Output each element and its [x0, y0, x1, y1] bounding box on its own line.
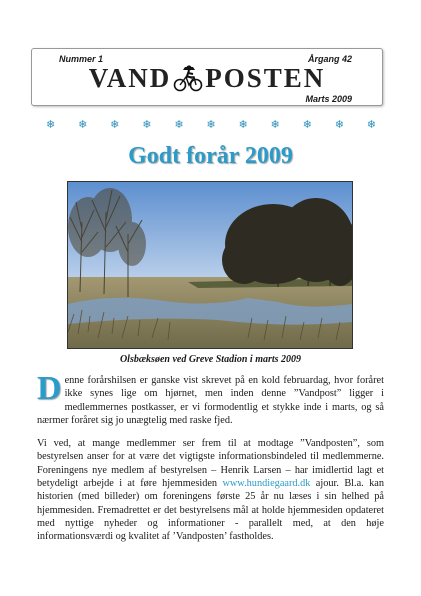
snowflake-icon: ❄	[302, 118, 312, 131]
paragraph-2-end: ajour. Bl.a. kan historien (med billeder) om foreningens første 25 år nu læses i sin helhed på hjemmesiden. Fremadrettet er det bestyrelsens mål at holde hjemmesiden opdateret med nyttige nyheder og informationer - parallelt med, at den høje informationsværdi og kvalitet af ’Vandposten’ fastholdes.	[37, 478, 384, 543]
snowflake-row	[46, 118, 376, 132]
snowflake-icon: ❄	[46, 118, 56, 131]
issue-number: Nummer 1	[59, 54, 104, 64]
drop-cap: D	[37, 370, 62, 407]
snowflake-icon: ❄	[238, 118, 248, 131]
paragraph-1	[37, 370, 384, 427]
snowflake-icon: ❄	[110, 118, 120, 131]
paragraph-1-text: enne forårshilsen er ganske vist skrevet på en kold februardag, hvor foråret ikke synes lige om hjørnet, men inden denne ”Vandpost” ligger i medlemmernes postkasser, er vi formodentlig et stykke inde i marts, og så nærmer foråret sig jo unægtelig med raske fjed.	[37, 375, 384, 426]
title-right: POSTEN	[205, 62, 326, 93]
volume-number: Årgang 42	[307, 54, 352, 64]
cyclist-icon	[173, 64, 203, 92]
article-body	[37, 370, 384, 554]
lake-photo-image	[68, 182, 352, 348]
snowflake-icon: ❄	[334, 118, 344, 131]
photo-caption: Olsbæksøen ved Greve Stadion i marts 2009	[119, 354, 302, 365]
website-link[interactable]: www.hundiegaard.dk	[222, 478, 311, 490]
snowflake-icon: ❄	[270, 118, 280, 131]
lake-photo	[67, 181, 353, 349]
snowflake-icon: ❄	[142, 118, 152, 131]
newsletter-title	[32, 63, 382, 93]
paragraph-2	[37, 437, 384, 543]
paragraph-2-start: Vi ved, at mange medlemmer ser frem til at modtage ”Vandposten”, som bestyrelsen anser for at være det vigtigste informationsbindeled til medlemmerne. Foreningens nye medlem af bestyrelsen – Henrik Larsen – har imidlertid lagt et betydeligt arbejde i at føre hjemmesiden	[37, 438, 384, 490]
snowflake-icon: ❄	[174, 118, 184, 131]
issue-date: Marts 2009	[305, 94, 352, 104]
snowflake-icon: ❄	[366, 118, 376, 131]
masthead	[31, 48, 383, 106]
snowflake-icon: ❄	[78, 118, 88, 131]
title-left: VAND	[88, 62, 172, 93]
snowflake-icon: ❄	[206, 118, 216, 131]
article-headline: Godt forår 2009	[128, 143, 293, 169]
